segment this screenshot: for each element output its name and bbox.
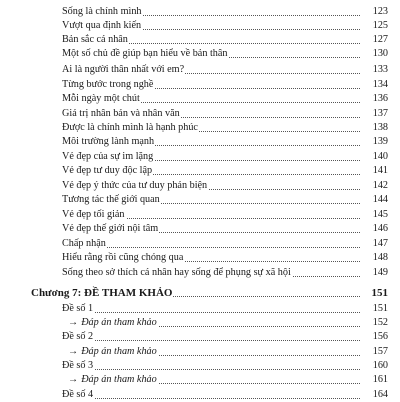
toc-entry xyxy=(0,345,400,359)
toc-entry-title xyxy=(62,208,126,222)
toc-entry xyxy=(0,164,400,178)
toc-entry xyxy=(0,208,400,222)
toc-entry-title xyxy=(62,19,142,33)
toc-page-number: 137 xyxy=(360,107,388,121)
toc-page-number: 127 xyxy=(360,33,388,47)
toc-entry-text: Sống theo sở thích cá nhân hay sống để phụng sự xã hội xyxy=(62,267,291,278)
arrow-right-icon: → xyxy=(68,317,79,328)
toc-entry-title xyxy=(62,92,141,106)
toc-entry xyxy=(0,222,400,236)
toc-entry xyxy=(0,78,400,92)
toc-entry-title xyxy=(62,135,155,149)
toc-entry-text: Tương tác thế giới quan xyxy=(62,194,160,205)
toc-entry-text: Từng bước trong nghề xyxy=(62,79,154,90)
toc-entry-text: Vẻ đẹp của sự im lặng xyxy=(62,151,154,162)
toc-entry-text: Bản sắc cá nhân xyxy=(62,34,128,45)
toc-entry xyxy=(0,251,400,265)
toc-page-number: 152 xyxy=(360,316,388,330)
toc-page-number: 140 xyxy=(360,150,388,164)
toc-entry-text: Đề số 1 xyxy=(62,303,94,314)
toc-page-number: 125 xyxy=(360,19,388,33)
toc-entry-title xyxy=(62,266,292,280)
toc-page-number: 130 xyxy=(360,47,388,61)
toc-entry-text: Chấp nhận xyxy=(62,238,106,249)
toc-entry-text: Đề số 3 xyxy=(62,360,94,371)
toc-page-number: 160 xyxy=(360,359,388,373)
toc-entry-text: Vượt qua định kiến xyxy=(62,20,142,31)
toc-entry-title xyxy=(62,121,199,135)
toc-entry-text: Vẻ đẹp tư duy độc lập xyxy=(62,165,153,176)
toc-entry-text: Mỗi ngày một chút xyxy=(62,93,140,104)
toc-entry xyxy=(0,19,400,33)
toc-entry-text: Đề số 4 xyxy=(62,389,94,400)
toc-entry xyxy=(0,193,400,207)
toc-entry-title xyxy=(62,78,154,92)
toc-page-number: 161 xyxy=(360,373,388,387)
toc-entry xyxy=(0,33,400,47)
toc-entry-text: Chương 7: ĐỀ THAM KHẢO xyxy=(31,287,173,299)
dot-leader xyxy=(64,312,362,313)
toc-entry-text: Đáp án tham khảo xyxy=(81,346,157,357)
toc-entry-text: Đáp án tham khảo xyxy=(81,374,157,385)
toc-entry xyxy=(0,316,400,330)
toc-page-number: 157 xyxy=(360,345,388,359)
toc-page-number: 134 xyxy=(360,78,388,92)
toc-entry-title xyxy=(62,33,129,47)
toc-page-number: 156 xyxy=(360,330,388,344)
toc-entry-title xyxy=(68,373,158,387)
toc-page-number: 149 xyxy=(360,266,388,280)
toc-entry xyxy=(0,92,400,106)
toc-entry-title xyxy=(62,359,94,373)
toc-entry-title xyxy=(62,164,153,178)
dot-leader xyxy=(64,340,362,341)
toc-page-number: 145 xyxy=(360,208,388,222)
toc-entry xyxy=(0,179,400,193)
toc-entry-title xyxy=(68,345,158,359)
toc-entry-title xyxy=(62,302,94,316)
toc-page-number: 136 xyxy=(360,92,388,106)
toc-entry xyxy=(0,266,400,280)
toc-page-number: 138 xyxy=(360,121,388,135)
toc-entry xyxy=(0,302,400,316)
toc-entry xyxy=(0,330,400,344)
toc-page-number: 133 xyxy=(360,63,388,77)
toc-entry-text: Sống là chính mình xyxy=(62,6,142,17)
toc-page-number: 139 xyxy=(360,135,388,149)
toc-page-number: 123 xyxy=(360,5,388,19)
toc-entry-text: Môi trường lành mạnh xyxy=(62,136,155,147)
toc-entry-title xyxy=(62,222,159,236)
toc-entry-title xyxy=(62,150,154,164)
toc-entry-title xyxy=(62,63,185,77)
toc-entry-text: Ai là người thân nhất với em? xyxy=(62,64,185,75)
arrow-right-icon: → xyxy=(68,374,79,385)
toc-entry-text: Vẻ đẹp thế giới nội tâm xyxy=(62,223,159,234)
toc-entry-text: Đề số 2 xyxy=(62,331,94,342)
dot-leader xyxy=(64,398,362,399)
toc-page-number: 151 xyxy=(360,286,388,300)
toc-page-number: 151 xyxy=(360,302,388,316)
toc-entry xyxy=(0,63,400,77)
toc-entry xyxy=(0,107,400,121)
dot-leader xyxy=(64,369,362,370)
toc-entry-text: Vẻ đẹp ý thức của tư duy phản biện xyxy=(62,180,208,191)
toc-page-number: 147 xyxy=(360,237,388,251)
toc-page-number: 146 xyxy=(360,222,388,236)
arrow-right-icon: → xyxy=(68,346,79,357)
toc-entry-text: Được là chính mình là hạnh phúc xyxy=(62,122,198,133)
toc-entry xyxy=(0,150,400,164)
toc-page-number: 148 xyxy=(360,251,388,265)
toc-entry xyxy=(0,359,400,373)
toc-page-number: 141 xyxy=(360,164,388,178)
page-top-edge xyxy=(0,0,400,3)
toc-page-number: 164 xyxy=(360,388,388,402)
toc-entry-title xyxy=(62,251,184,265)
toc-entry xyxy=(0,237,400,251)
toc-entry-text: Hiểu rằng rồi cũng chóng qua xyxy=(62,252,184,263)
toc-page-number: 144 xyxy=(360,193,388,207)
toc-entry-title xyxy=(62,237,107,251)
toc-entry-text: Một số chủ đề giúp bạn hiểu về bản thân xyxy=(62,48,228,59)
toc-entry xyxy=(0,135,400,149)
toc-entry xyxy=(0,5,400,19)
toc-chapter-heading xyxy=(0,286,400,300)
dot-leader xyxy=(64,247,362,248)
toc-entry-text: Đáp án tham khảo xyxy=(81,317,157,328)
toc-entry-title xyxy=(62,107,181,121)
toc-entry xyxy=(0,373,400,387)
toc-entry-title xyxy=(62,193,161,207)
toc-entry-title xyxy=(62,47,229,61)
toc-entry-title xyxy=(62,179,208,193)
toc-entry-title xyxy=(68,316,158,330)
toc-entry-text: Giá trị nhân bản và nhân văn xyxy=(62,108,180,119)
toc-entry xyxy=(0,121,400,135)
toc-entry-text: Vẻ đẹp tối giản xyxy=(62,209,125,220)
toc-entry-title xyxy=(31,286,173,300)
toc-entry-title xyxy=(62,5,143,19)
toc-entry xyxy=(0,47,400,61)
toc-page-number: 142 xyxy=(360,179,388,193)
toc-entry-title xyxy=(62,330,94,344)
